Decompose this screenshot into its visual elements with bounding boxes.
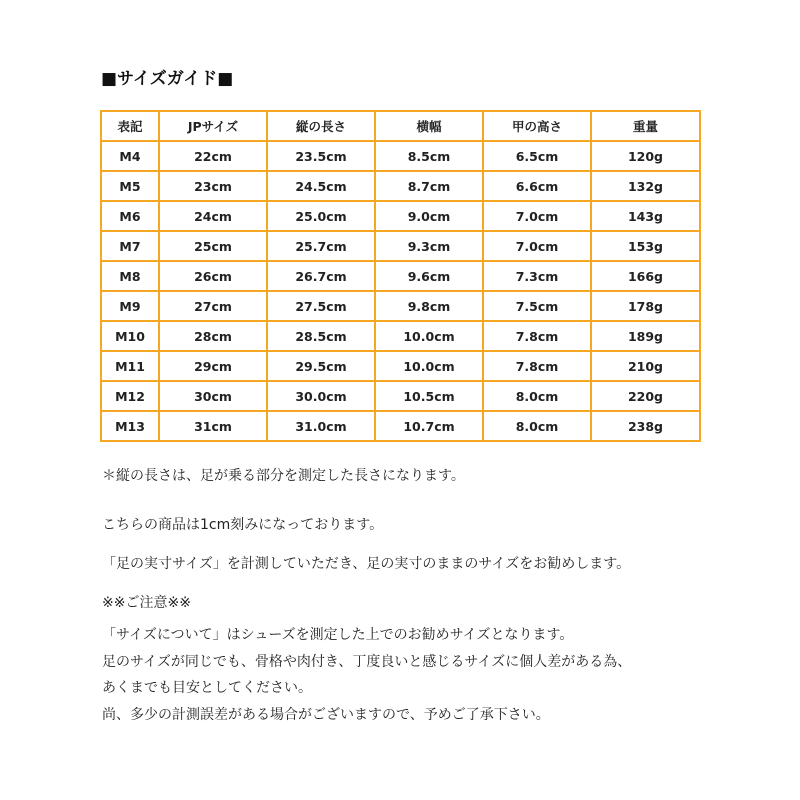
table-cell: M13: [101, 411, 159, 441]
table-cell: 8.7cm: [375, 171, 483, 201]
table-cell: 166g: [591, 261, 700, 291]
table-cell: 132g: [591, 171, 700, 201]
table-cell: 7.0cm: [483, 201, 591, 231]
caution-line: 尚、多少の計測誤差がある場合がございますので、予めご了承下さい。: [102, 706, 550, 723]
table-cell: 238g: [591, 411, 700, 441]
table-row: [101, 171, 700, 201]
table-cell: 24.5cm: [267, 171, 375, 201]
table-cell: 7.0cm: [483, 231, 591, 261]
table-cell: 28cm: [159, 321, 267, 351]
caution-line: 足のサイズが同じでも、骨格や肉付き、丁度良いと感じるサイズに個人差がある為、: [102, 653, 632, 670]
table-cell: 6.5cm: [483, 141, 591, 171]
table-row: [101, 201, 700, 231]
table-cell: 26cm: [159, 261, 267, 291]
table-cell: 25.0cm: [267, 201, 375, 231]
header-width: 横幅: [375, 111, 483, 141]
table-cell: 28.5cm: [267, 321, 375, 351]
table-cell: 27.5cm: [267, 291, 375, 321]
table-cell: 120g: [591, 141, 700, 171]
table-cell: 10.0cm: [375, 351, 483, 381]
table-cell: 8.0cm: [483, 411, 591, 441]
table-cell: 7.8cm: [483, 351, 591, 381]
table-cell: M8: [101, 261, 159, 291]
caution-heading: ※※ご注意※※: [102, 595, 191, 611]
table-cell: M10: [101, 321, 159, 351]
table-row: [101, 351, 700, 381]
table-cell: 7.8cm: [483, 321, 591, 351]
table-cell: M12: [101, 381, 159, 411]
header-jp-size: JPサイズ: [159, 111, 267, 141]
table-row: [101, 321, 700, 351]
table-cell: 189g: [591, 321, 700, 351]
table-cell: 10.5cm: [375, 381, 483, 411]
table-cell: 10.7cm: [375, 411, 483, 441]
table-cell: 143g: [591, 201, 700, 231]
table-row: [101, 381, 700, 411]
page-title: ■サイズガイド■: [101, 69, 234, 89]
table-cell: 210g: [591, 351, 700, 381]
table-cell: 31.0cm: [267, 411, 375, 441]
table-cell: 8.5cm: [375, 141, 483, 171]
table-cell: 27cm: [159, 291, 267, 321]
table-header-row: [101, 111, 700, 141]
increment-note: こちらの商品は1cm刻みになっております。: [102, 517, 384, 533]
table-cell: 9.3cm: [375, 231, 483, 261]
table-row: [101, 261, 700, 291]
table-row: [101, 141, 700, 171]
table-cell: 7.3cm: [483, 261, 591, 291]
header-instep-height: 甲の高さ: [483, 111, 591, 141]
table-row: [101, 231, 700, 261]
table-cell: 29.5cm: [267, 351, 375, 381]
caution-line: 「サイズについて」はシューズを測定した上でのお勧めサイズとなります。: [102, 627, 574, 643]
table-cell: 153g: [591, 231, 700, 261]
table-cell: 220g: [591, 381, 700, 411]
table-cell: 9.8cm: [375, 291, 483, 321]
table-row: [101, 411, 700, 441]
table-cell: 9.0cm: [375, 201, 483, 231]
table-cell: 8.0cm: [483, 381, 591, 411]
table-cell: 6.6cm: [483, 171, 591, 201]
header-weight: 重量: [591, 111, 700, 141]
table-cell: M11: [101, 351, 159, 381]
size-guide-table: [100, 110, 701, 442]
header-label: 表記: [101, 111, 159, 141]
table-cell: 178g: [591, 291, 700, 321]
table-cell: M4: [101, 141, 159, 171]
header-length: 縦の長さ: [267, 111, 375, 141]
table-row: [101, 291, 700, 321]
table-cell: 25.7cm: [267, 231, 375, 261]
table-cell: 30.0cm: [267, 381, 375, 411]
table-cell: M9: [101, 291, 159, 321]
table-cell: M5: [101, 171, 159, 201]
table-cell: 23cm: [159, 171, 267, 201]
caution-text: [102, 622, 631, 728]
table-cell: 31cm: [159, 411, 267, 441]
table-cell: 29cm: [159, 351, 267, 381]
table-cell: 9.6cm: [375, 261, 483, 291]
recommend-note: 「足の実寸サイズ」を計測していただき、足の実寸のままのサイズをお勧めします。: [102, 556, 631, 572]
caution-line: あくまでも目安としてください。: [102, 680, 312, 696]
table-cell: 7.5cm: [483, 291, 591, 321]
table-cell: M6: [101, 201, 159, 231]
table-cell: 30cm: [159, 381, 267, 411]
length-note: ＊縦の長さは、足が乗る部分を測定した長さになります。: [102, 468, 465, 484]
table-cell: M7: [101, 231, 159, 261]
table-cell: 24cm: [159, 201, 267, 231]
table-cell: 25cm: [159, 231, 267, 261]
table-cell: 22cm: [159, 141, 267, 171]
table-cell: 10.0cm: [375, 321, 483, 351]
table-cell: 26.7cm: [267, 261, 375, 291]
table-cell: 23.5cm: [267, 141, 375, 171]
